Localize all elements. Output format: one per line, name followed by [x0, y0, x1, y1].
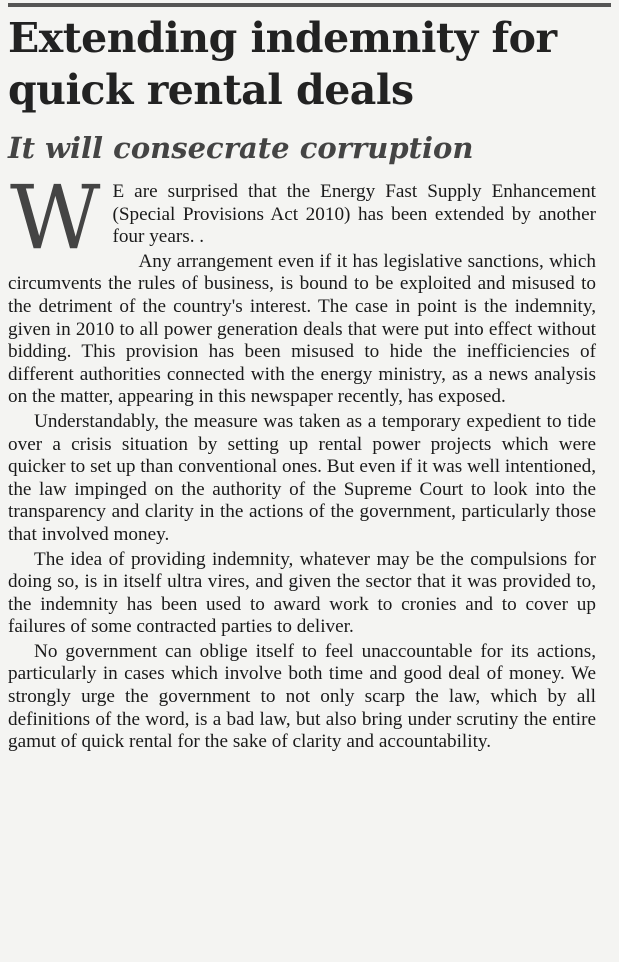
- headline: [8, 12, 608, 116]
- paragraph-5: No government can oblige itself to feel unaccountable for its actions, particularly in cases which involve both time and good deal of money. We strongly urge the government to not only scarp the law, which by all definitions of the word, is a bad law, but also bring under scrutiny the entire gamut of quick rental for the sake of clarity and accountability.: [8, 640, 596, 753]
- headline-line-1: Extending indemnity for: [8, 14, 557, 62]
- subhead: It will consecrate corruption: [8, 131, 474, 165]
- headline-line-2: quick rental deals: [8, 66, 414, 114]
- article-body: [8, 166, 596, 754]
- paragraph-4: The idea of providing indemnity, whatever may be the compulsions for doing so, is in itself ultra vires, and given the sector that it was provided to, the indemnity has been used to award work to cronies and to cover up failures of some contracted parties to deliver.: [8, 548, 596, 638]
- paragraph-2: Any arrangement even if it has legislative sanctions, which circumvents the rules of business, is bound to be exploited and misused to the detriment of the country's interest. The case in point is the indemnity, given in 2010 to all power generation deals that were put into effect without bidding. This provision has been misused to hide the inefficiencies of different authorities connected with the energy ministry, as a news analysis on the matter, appearing in this newspaper recently, has exposed.: [8, 250, 596, 408]
- paragraph-1-text: E are surprised that the Energy Fast Supply Enhancement (Special Provisions Act 2010) has been extended by another four years. .: [112, 181, 596, 248]
- paragraph-1: [8, 166, 596, 269]
- top-rule: [8, 3, 611, 7]
- paragraph-3: Understandably, the measure was taken as a temporary expedient to tide over a crisis situation by setting up rental power projects which were quicker to set up than conventional ones. But even if it was well intentioned, the law impinged on the authority of the Supreme Court to look into the transparency and clarity in the actions of the government, particularly those that involved money.: [8, 410, 596, 545]
- drop-cap: W: [10, 166, 101, 269]
